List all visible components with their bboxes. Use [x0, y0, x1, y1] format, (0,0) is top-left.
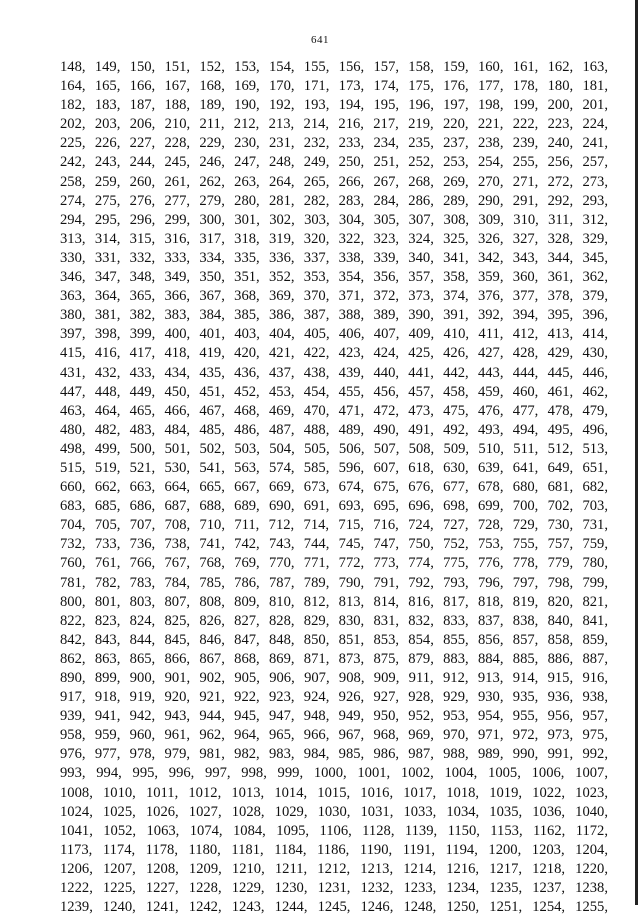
text-line: 1239, 1240, 1241, 1242, 1243, 1244, 1245, 1246, 1248, 1250, 1251, 1254, 1255,: [60, 899, 608, 916]
text-line: 274, 275, 276, 277, 279, 280, 281, 282, 283, 284, 286, 289, 290, 291, 292, 293,: [60, 192, 608, 209]
text-line: 800, 801, 803, 807, 808, 809, 810, 812, 813, 814, 816, 817, 818, 819, 820, 821,: [60, 593, 608, 610]
text-line: 939, 941, 942, 943, 944, 945, 947, 948, 949, 950, 952, 953, 954, 955, 956, 957,: [60, 708, 608, 725]
text-line: 660, 662, 663, 664, 665, 667, 669, 673, 674, 675, 676, 677, 678, 680, 681, 682,: [60, 479, 608, 496]
text-line: 294, 295, 296, 299, 300, 301, 302, 303, 304, 305, 307, 308, 309, 310, 311, 312,: [60, 211, 608, 228]
text-line: 1206, 1207, 1208, 1209, 1210, 1211, 1212, 1213, 1214, 1216, 1217, 1218, 1220,: [60, 860, 608, 877]
text-line: 225, 226, 227, 228, 229, 230, 231, 232, 233, 234, 235, 237, 238, 239, 240, 241,: [60, 135, 608, 152]
text-line: 515, 519, 521, 530, 541, 563, 574, 585, 596, 607, 618, 630, 639, 641, 649, 651,: [60, 459, 608, 476]
text-line: 1222, 1225, 1227, 1228, 1229, 1230, 1231, 1232, 1233, 1234, 1235, 1237, 1238,: [60, 880, 608, 897]
text-line: 242, 243, 244, 245, 246, 247, 248, 249, 250, 251, 252, 253, 254, 255, 256, 257,: [60, 154, 608, 171]
text-line: 164, 165, 166, 167, 168, 169, 170, 171, 173, 174, 175, 176, 177, 178, 180, 181,: [60, 78, 608, 95]
text-line: 958, 959, 960, 961, 962, 964, 965, 966, 967, 968, 969, 970, 971, 972, 973, 975,: [60, 727, 608, 744]
text-line: 1041, 1052, 1063, 1074, 1084, 1095, 1106, 1128, 1139, 1150, 1153, 1162, 1172,: [60, 822, 608, 839]
text-line: 148, 149, 150, 151, 152, 153, 154, 155, 156, 157, 158, 159, 160, 161, 162, 163,: [60, 59, 608, 75]
text-line: 1173, 1174, 1178, 1180, 1181, 1184, 1186, 1190, 1191, 1194, 1200, 1203, 1204,: [60, 841, 608, 858]
text-line: 380, 381, 382, 383, 384, 385, 386, 387, 388, 389, 390, 391, 392, 394, 395, 396,: [60, 307, 608, 324]
text-line: 397, 398, 399, 400, 401, 403, 404, 405, 406, 407, 409, 410, 411, 412, 413, 414,: [60, 326, 608, 343]
text-line: 842, 843, 844, 845, 846, 847, 848, 850, 851, 853, 854, 855, 856, 857, 858, 859,: [60, 631, 608, 648]
text-line: 1008, 1010, 1011, 1012, 1013, 1014, 1015, 1016, 1017, 1018, 1019, 1022, 1023,: [60, 784, 608, 801]
text-line: 760, 761, 766, 767, 768, 769, 770, 771, 772, 773, 774, 775, 776, 778, 779, 780,: [60, 555, 608, 572]
number-list: [60, 58, 608, 917]
text-line: 498, 499, 500, 501, 502, 503, 504, 505, 506, 507, 508, 509, 510, 511, 512, 513,: [60, 440, 608, 457]
text-line: 330, 331, 332, 333, 334, 335, 336, 337, 338, 339, 340, 341, 342, 343, 344, 345,: [60, 249, 608, 266]
text-line: 1024, 1025, 1026, 1027, 1028, 1029, 1030, 1031, 1033, 1034, 1035, 1036, 1040,: [60, 803, 608, 820]
text-line: 993, 994, 995, 996, 997, 998, 999, 1000, 1001, 1002, 1004, 1005, 1006, 1007,: [60, 765, 608, 782]
text-line: 976, 977, 978, 979, 981, 982, 983, 984, 985, 986, 987, 988, 989, 990, 991, 992,: [60, 746, 608, 763]
text-line: 182, 183, 187, 188, 189, 190, 192, 193, 194, 195, 196, 197, 198, 199, 200, 201,: [60, 97, 608, 114]
page-number: 641: [311, 34, 329, 46]
text-line: 447, 448, 449, 450, 451, 452, 453, 454, 455, 456, 457, 458, 459, 460, 461, 462,: [60, 383, 608, 400]
text-line: 202, 203, 206, 210, 211, 212, 213, 214, 216, 217, 219, 220, 221, 222, 223, 224,: [60, 116, 608, 133]
text-line: 862, 863, 865, 866, 867, 868, 869, 871, 873, 875, 879, 883, 884, 885, 886, 887,: [60, 650, 608, 667]
text-line: 704, 705, 707, 708, 710, 711, 712, 714, 715, 716, 724, 727, 728, 729, 730, 731,: [60, 517, 608, 534]
text-line: 415, 416, 417, 418, 419, 420, 421, 422, 423, 424, 425, 426, 427, 428, 429, 430,: [60, 345, 608, 362]
text-line: 480, 482, 483, 484, 485, 486, 487, 488, 489, 490, 491, 492, 493, 494, 495, 496,: [60, 421, 608, 438]
text-line: 683, 685, 686, 687, 688, 689, 690, 691, 693, 695, 696, 698, 699, 700, 702, 703,: [60, 498, 608, 515]
text-line: 463, 464, 465, 466, 467, 468, 469, 470, 471, 472, 473, 475, 476, 477, 478, 479,: [60, 402, 608, 419]
text-line: 781, 782, 783, 784, 785, 786, 787, 789, 790, 791, 792, 793, 796, 797, 798, 799,: [60, 574, 608, 591]
text-line: 313, 314, 315, 316, 317, 318, 319, 320, 322, 323, 324, 325, 326, 327, 328, 329,: [60, 230, 608, 247]
text-line: 258, 259, 260, 261, 262, 263, 264, 265, 266, 267, 268, 269, 270, 271, 272, 273,: [60, 173, 608, 190]
text-line: 363, 364, 365, 366, 367, 368, 369, 370, 371, 372, 373, 374, 376, 377, 378, 379,: [60, 288, 608, 305]
text-line: 890, 899, 900, 901, 902, 905, 906, 907, 908, 909, 911, 912, 913, 914, 915, 916,: [60, 670, 608, 686]
text-line: 822, 823, 824, 825, 826, 827, 828, 829, 830, 831, 832, 833, 837, 838, 840, 841,: [60, 612, 608, 629]
text-line: 732, 733, 736, 738, 741, 742, 743, 744, 745, 747, 750, 752, 753, 755, 757, 759,: [60, 536, 608, 553]
text-line: 431, 432, 433, 434, 435, 436, 437, 438, 439, 440, 441, 442, 443, 444, 445, 446,: [60, 364, 608, 381]
text-line: 917, 918, 919, 920, 921, 922, 923, 924, 926, 927, 928, 929, 930, 935, 936, 938,: [60, 689, 608, 706]
text-line: 346, 347, 348, 349, 350, 351, 352, 353, 354, 356, 357, 358, 359, 360, 361, 362,: [60, 269, 608, 286]
scan-edge-border: [635, 0, 638, 905]
